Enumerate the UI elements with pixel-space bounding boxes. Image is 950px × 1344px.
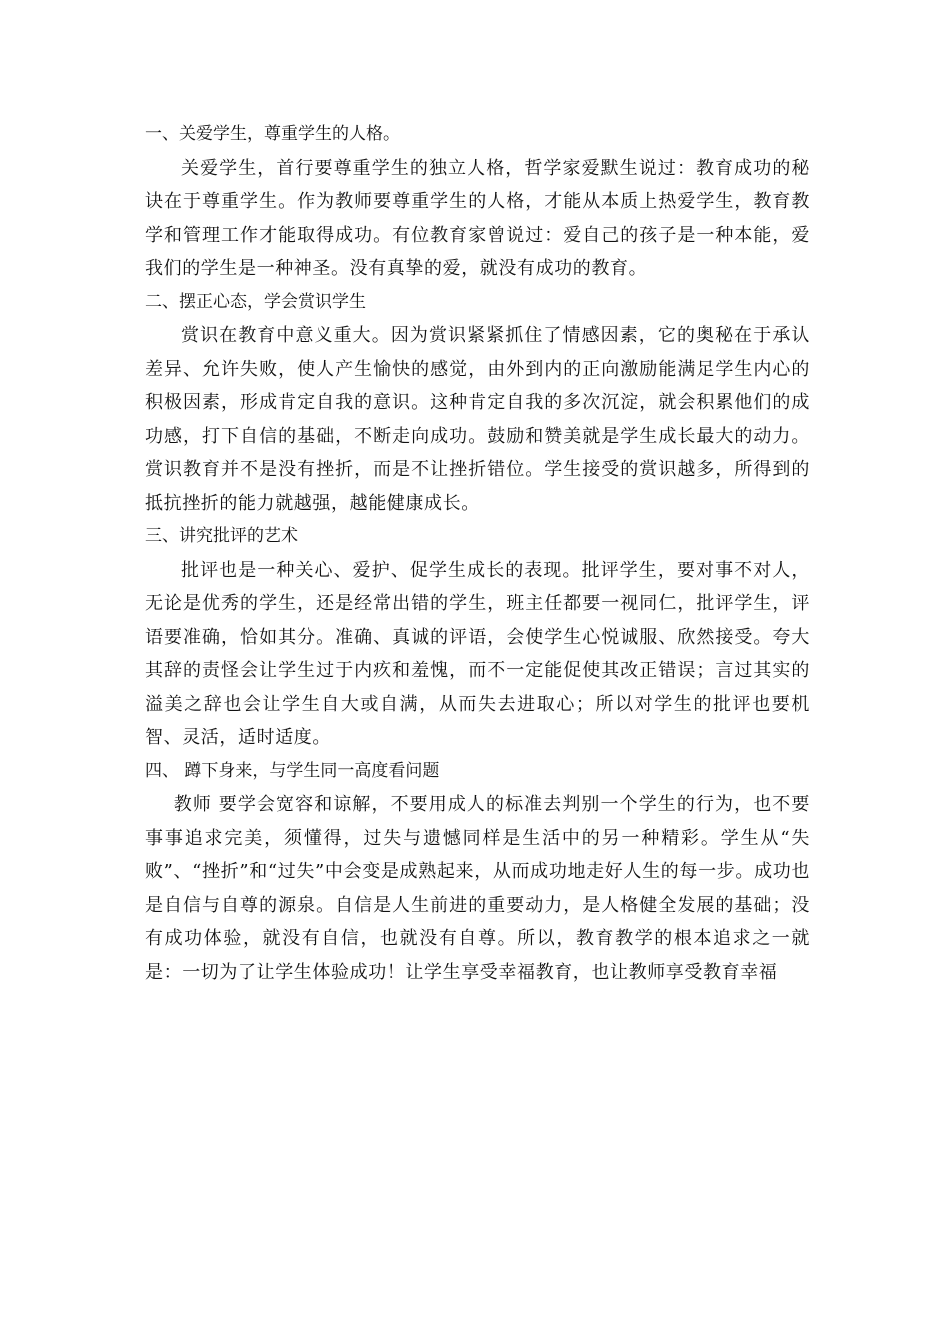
section-heading: 三、讲究批评的艺术	[145, 526, 298, 546]
document-page	[145, 118, 810, 989]
section-paragraph: 教师 要学会宽容和谅解，不要用成人的标准去判别一个学生的行为，也不要事事追求完美，须懂得，过失与遗憾同样是生活中的另一种精彩。学生从“失败”、“挫折”和“过失”中会变是成熟起来，从而成功地走好人生的每一步。成功也是自信与自尊的源泉。自信是人生前进的重要动力，是人格健全发展的基础；没有成功体验，就没有自信，也就没有自尊。所以，教育教学的根本追求之一就是：一切为了让学生体验成功！让学生享受幸福教育，也让教师享受教育幸福	[145, 794, 810, 983]
section-paragraph: 批评也是一种关心、爱护、促学生成长的表现。批评学生，要对事不对人，无论是优秀的学生，还是经常出错的学生，班主任都要一视同仁，批评学生，评语要准确，恰如其分。准确、真诚的评语，会使学生心悦诚服、欣然接受。夸大其辞的责怪会让学生过于内疚和羞愧，而不一定能促使其改正错误；言过其实的溢美之辞也会让学生自大或自满，从而失去进取心；所以对学生的批评也要机智、灵活，适时适度。	[145, 559, 810, 748]
section-paragraph: 赏识在教育中意义重大。因为赏识紧紧抓住了情感因素，它的奥秘在于承认差异、允许失败，使人产生愉快的感觉，由外到内的正向激励能满足学生内心的积极因素，形成肯定自我的意识。这种肯定自我的多次沉淀，就会积累他们的成功感，打下自信的基础，不断走向成功。鼓励和赞美就是学生成长最大的动力。赏识教育并不是没有挫折，而是不让挫折错位。学生接受的赏识越多，所得到的抵抗挫折的能力就越强，越能健康成长。	[145, 325, 810, 514]
section-heading: 一、关爱学生，尊重学生的人格。	[145, 124, 400, 144]
section-4	[145, 755, 810, 990]
section-2	[145, 286, 810, 521]
section-heading: 二、摆正心态，学会赏识学生	[145, 291, 366, 312]
section-3	[145, 520, 810, 755]
section-heading: 四、 蹲下身来，与学生同一高度看问题	[145, 760, 440, 781]
section-paragraph: 关爱学生，首行要尊重学生的独立人格，哲学家爱默生说过：教育成功的秘诀在于尊重学生。作为教师要尊重学生的人格，才能从本质上热爱学生，教育教学和管理工作才能取得成功。有位教育家曾说过：爱自己的孩子是一种本能，爱我们的学生是一种神圣。没有真挚的爱，就没有成功的教育。	[145, 157, 810, 279]
section-1	[145, 118, 810, 286]
